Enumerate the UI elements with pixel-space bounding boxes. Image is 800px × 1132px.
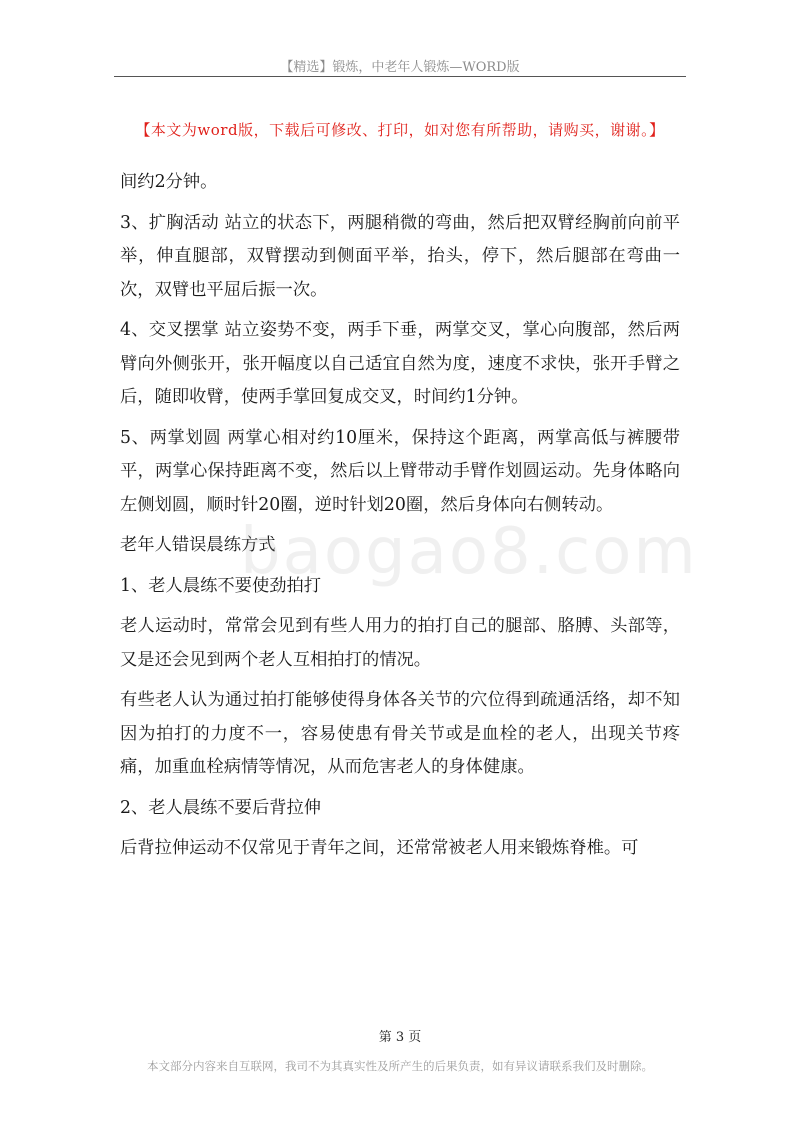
header-divider — [114, 76, 686, 77]
page-footer: 本文部分内容来自互联网，我司不为其真实性及所产生的后果负责，如有异议请联系我们及时删除。 — [147, 1059, 653, 1073]
page-number: 第 3 页 — [378, 1030, 422, 1045]
document-body — [120, 166, 680, 873]
paragraph: 后背拉伸运动不仅常见于青年之间，还常常被老人用来锻炼脊椎。可 — [120, 838, 639, 858]
section-heading: 老年人错误晨练方式 — [120, 535, 276, 555]
purchase-notice: 【本文为word版，下载后可修改、打印，如对您有所帮助，请购买，谢谢。】 — [135, 121, 665, 139]
paragraph: 4、交叉摆掌 站立姿势不变，两手下垂，两掌交叉，掌心向腹部，然后两臂向外侧张开，张开幅度以自己适宜自然为度，速度不求快，张开手臂之后，随即收臂，使两手掌回复成交叉，时间约1分钟。 — [120, 320, 680, 407]
paragraph: 3、扩胸活动 站立的状态下，两腿稍微的弯曲，然后把双臂经胸前向前平举，伸直腿部，双臂摆动到侧面平举，抬头，停下，然后腿部在弯曲一次，双臂也平屈后振一次。 — [120, 212, 680, 300]
watermark: baogao8.com — [240, 515, 698, 589]
paragraph: 有些老人认为通过拍打能够使得身体各关节的穴位得到疏通活络，却不知因为拍打的力度不一，容易使患有骨关节或是血栓的老人，出现关节疼痛，加重血栓病情等情况，从而危害老人的身体健康。 — [120, 690, 680, 777]
page-header: 【精选】锻炼，中老年人锻炼—WORD版 — [280, 60, 520, 75]
subsection-heading: 2、老人晨练不要后背拉伸 — [120, 797, 322, 818]
paragraph: 老人运动时，常常会见到有些人用力的拍打自己的腿部、胳膊、头部等，又是还会见到两个老人互相拍打的情况。 — [120, 616, 680, 670]
subsection-heading: 1、老人晨练不要使劲拍打 — [120, 575, 322, 596]
paragraph: 5、两掌划圆 两掌心相对约10厘米，保持这个距离，两掌高低与裤腰带平，两掌心保持距离不变，然后以上臂带动手臂作划圆运动。先身体略向左侧划圆，顺时针20圈，逆时针划20圈，然后身体向右侧转动。 — [120, 427, 680, 515]
paragraph: 间约2分钟。 — [120, 172, 218, 192]
